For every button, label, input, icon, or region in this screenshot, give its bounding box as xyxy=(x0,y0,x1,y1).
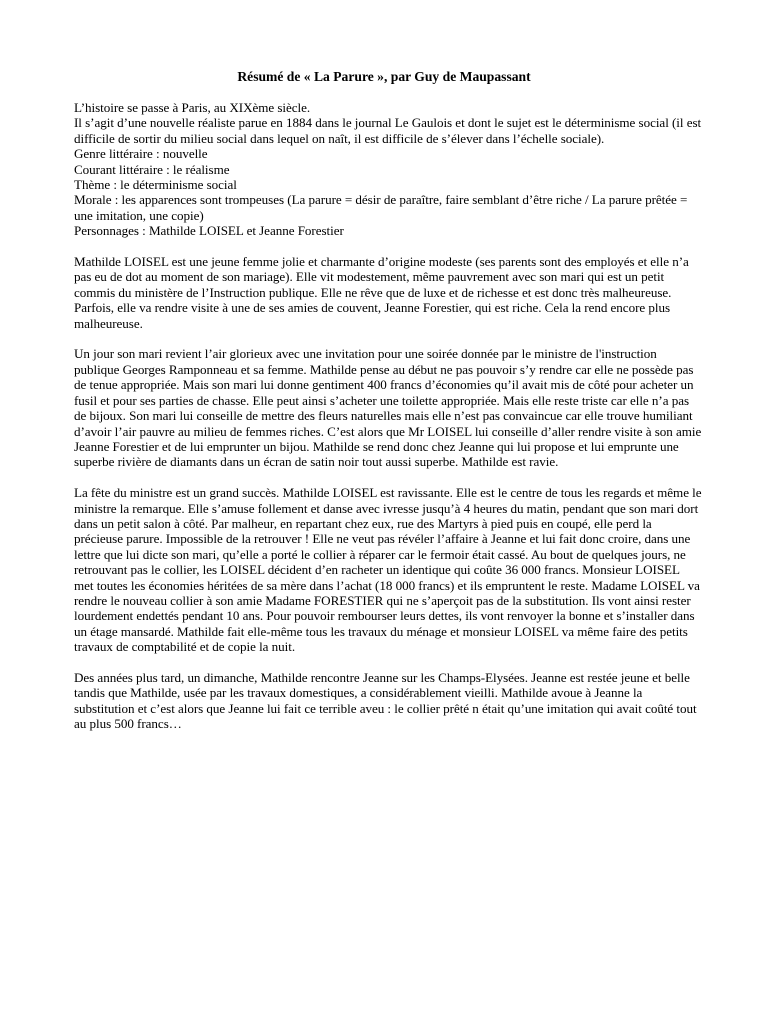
intro-block xyxy=(74,100,702,239)
paragraph-invitation: Un jour son mari revient l’air glorieux avec une invitation pour une soirée donnée par le ministre de l'instruction publique Georges Ramponneau et sa femme. Mathilde pense au début ne pas pouvoir s’y rendre car elle ne possède pas de tenue appropriée. Mais son mari lui donne gentiment 400 francs d’économies qu’il avait mis de côté pour acheter un fusil et pour ses parties de chasse. Elle peut ainsi s’acheter une toilette appropriée. Mais elle reste triste car elle n’a pas de bijoux. Son mari lui conseille de mettre des fleurs naturelles mais elle n’est pas convaincue car elle trouve humiliant d’avoir l’air pauvre au milieu de femmes riches. C’est alors que Mr LOISEL lui conseille d’aller rendre visite à son amie Jeanne Forestier et de lui emprunter un bijou. Mathilde se rend donc chez Jeanne qui lui propose et lui emprunte une superbe rivière de diamants dans un écran de satin noir tout aussi superbe. Mathilde est ravie. xyxy=(74,346,702,470)
intro-courant: Courant littéraire : le réalisme xyxy=(74,161,230,177)
intro-theme: Thème : le déterminisme social xyxy=(74,177,237,193)
document-body xyxy=(74,100,702,747)
paragraph-denouement: Des années plus tard, un dimanche, Mathilde rencontre Jeanne sur les Champs-Elysées. Jeanne est restée jeune et belle tandis que Mathilde, usée par les travaux domestiques, a considérablement vieilli. Mathilde avoue à Jeanne la substitution et c’est alors que Jeanne lui fait ce terrible aveu : le collier prêté n était qu’une imitation qui avait coûté tout au plus 500 francs… xyxy=(74,669,697,732)
intro-personnages: Personnages : Mathilde LOISEL et Jeanne Forestier xyxy=(74,223,344,239)
intro-description: Il s’agit d’une nouvelle réaliste parue en 1884 dans le journal Le Gaulois et dont le sujet est le déterminisme social (il est difficile de sortir du milieu social dans lequel on naît, il est difficile de s’élever dans l’échelle sociale). xyxy=(74,115,702,146)
intro-genre: Genre littéraire : nouvelle xyxy=(74,146,208,162)
intro-morale: Morale : les apparences sont trompeuses (La parure = désir de paraître, faire semblant d’être riche / La parure prêtée = une imitation, une copie) xyxy=(74,192,688,223)
paragraph-situation: Mathilde LOISEL est une jeune femme jolie et charmante d’origine modeste (ses parents sont des employés et elle n’a pas eu de dot au moment de son mariage). Elle vit modestement, même pauvrement avec son mari qui est un petit commis du ministère de l’Instruction publique. Elle ne rêve que de luxe et de richesse et est donc très malheureuse. Parfois, elle va rendre visite à une de ses amies de couvent, Jeanne Forestier, qui est riche. Cela la rend encore plus malheureuse. xyxy=(74,254,689,331)
paragraph-fete: La fête du ministre est un grand succès. Mathilde LOISEL est ravissante. Elle est le centre de tous les regards et même le ministre la remarque. Elle s’amuse follement et danse avec ivresse jusqu’à 4 heures du matin, pendant que son mari dort dans un petit salon à côté. Par malheur, en repartant chez eux, rue des Martyrs à pied puis en coupé, elle perd la précieuse parure. Impossible de la retrouver ! Elle ne veut pas révéler l’affaire à Jeanne et lui fait donc croire, dans une lettre que lui dicte son mari, qu’elle a porté le collier à réparer car le fermoir était cassé. Au bout de quelques jours, ne retrouvant pas le collier, les LOISEL décident d’en racheter un identique qui coûte 36 000 francs. Monsieur LOISEL met toutes les économies héritées de sa mère dans l’achat (18 000 francs) et ils empruntent le reste. Madame LOISEL va rendre le nouveau collier à son amie Madame FORESTIER qui ne s’aperçoit pas de la substitution. Ils vont ainsi rester lourdement endettés pendant 10 ans. Pour pouvoir rembourser leurs dettes, ils vont renvoyer la bonne et s’installer dans un étage mansardé. Mathilde fait elle-même tous les travaux du ménage et monsieur LOISEL va même faire des petits travaux de comptabilité et de copie la nuit. xyxy=(74,485,702,655)
intro-setting: L’histoire se passe à Paris, au XIXème siècle. xyxy=(74,100,311,115)
document-title: Résumé de « La Parure », par Guy de Maupassant xyxy=(237,69,531,84)
